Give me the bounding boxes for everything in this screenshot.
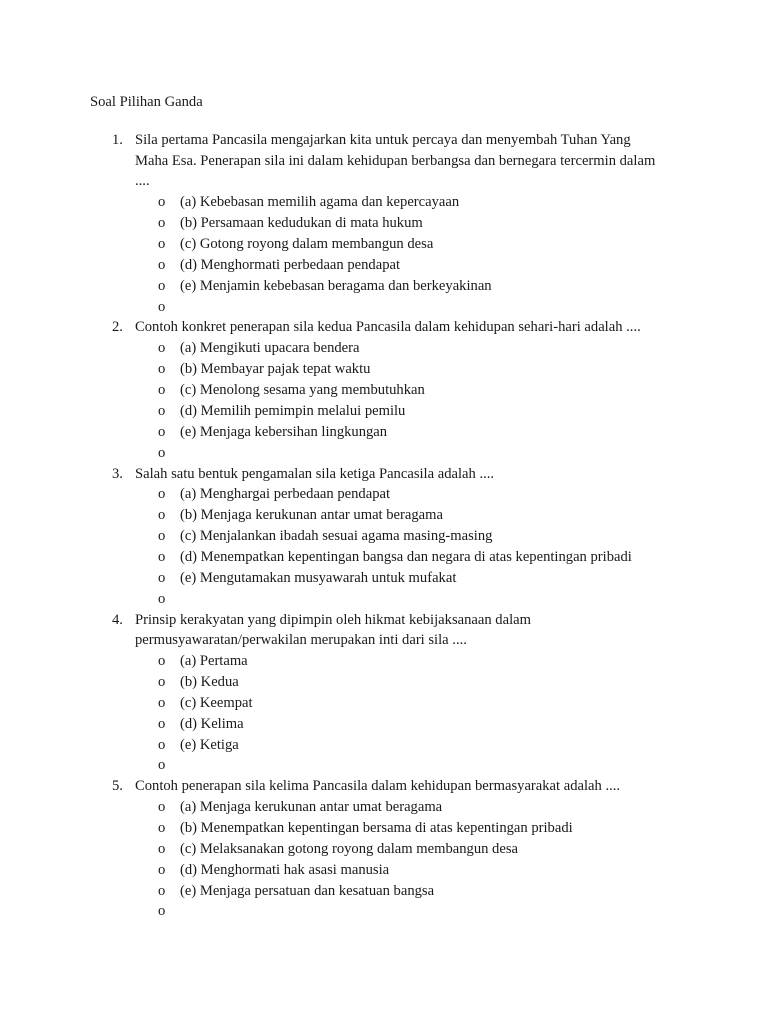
answer-option [135,192,665,213]
bullet-icon: o [158,194,166,211]
question-item [0,610,665,777]
answer-option [135,276,665,297]
bullet-icon: o [158,486,166,503]
option-text: (e) Ketiga [180,736,239,753]
option-text: (d) Menghormati hak asasi manusia [180,861,390,878]
bullet-icon: o [158,298,166,315]
bullet-icon: o [158,444,166,461]
option-text: (b) Kedua [180,673,239,690]
answer-option [135,735,665,756]
bullet-icon: o [158,590,166,607]
answer-option [135,338,665,359]
bullet-icon: o [158,652,166,669]
question-number: 5. [112,778,123,795]
bullet-icon: o [158,256,166,273]
bullet-icon: o [158,799,166,815]
question-number: 2. [112,319,123,336]
answer-option [135,651,665,672]
bullet-icon: o [158,673,166,690]
question-item [0,317,665,463]
answer-option [135,589,665,610]
option-text: (c) Gotong royong dalam membangun desa [180,235,434,252]
answer-option [135,881,665,902]
option-text: (a) Menghargai perbedaan pendapat [180,486,391,503]
question-number: 1. [112,132,123,148]
option-text: (c) Menjalankan ibadah sesuai agama masing-masing [180,527,493,544]
document-title: Soal Pilihan Ganda [90,94,203,110]
question-list [0,130,768,922]
option-list [135,651,665,776]
answer-option [135,797,665,818]
option-list [135,797,665,922]
answer-option [135,714,665,735]
question-text: Sila pertama Pancasila mengajarkan kita untuk percaya dan menyembah Tuhan Yang Maha Esa. Penerapan sila ini dalam kehidupan berbangsa dan bernegara tercermin dalam .... [135,132,656,190]
bullet-icon: o [158,423,166,440]
answer-option [135,901,665,922]
answer-option [135,234,665,255]
option-text: (b) Persamaan kedudukan di mata hukum [180,215,423,231]
question-number: 3. [112,465,123,482]
option-text: (a) Mengikuti upacara bendera [180,340,360,357]
answer-option [135,568,665,589]
answer-option [135,359,665,380]
bullet-icon: o [158,215,166,231]
question-number: 4. [112,611,123,628]
bullet-icon: o [158,736,166,753]
bullet-icon: o [158,507,166,524]
option-text: (d) Memilih pemimpin melalui pemilu [180,402,406,419]
bullet-icon: o [158,277,166,294]
bullet-icon: o [158,819,166,836]
bullet-icon: o [158,381,166,398]
answer-option [135,693,665,714]
question-text: Contoh konkret penerapan sila kedua Pancasila dalam kehidupan sehari-hari adalah .... [135,319,641,336]
question-item [0,464,665,610]
bullet-icon: o [158,757,166,774]
option-text: (a) Menjaga kerukunan antar umat beragama [180,799,443,815]
bullet-icon: o [158,694,166,711]
option-text: (a) Pertama [180,652,248,669]
answer-option [135,401,665,422]
option-text: (d) Menempatkan kepentingan bangsa dan negara di atas kepentingan pribadi [180,548,632,565]
option-list [135,484,665,609]
answer-option [135,297,665,318]
option-text: (d) Kelima [180,715,244,732]
option-text: (e) Menjaga persatuan dan kesatuan bangsa [180,882,435,899]
answer-option [135,505,665,526]
answer-option [135,484,665,505]
option-list [135,338,665,463]
bullet-icon: o [158,715,166,732]
bullet-icon: o [158,903,166,920]
option-text: (b) Menjaga kerukunan antar umat beragama [180,507,443,524]
answer-option [135,818,665,839]
question-item [0,130,665,317]
question-text: Prinsip kerakyatan yang dipimpin oleh hikmat kebijaksanaan dalam permusyawaratan/perwakilan merupakan inti dari sila .... [135,611,531,649]
option-text: (c) Menolong sesama yang membutuhkan [180,381,425,398]
bullet-icon: o [158,340,166,357]
answer-option [135,547,665,568]
bullet-icon: o [158,569,166,586]
bullet-icon: o [158,235,166,252]
option-text: (e) Menjamin kebebasan beragama dan berkeyakinan [180,277,492,294]
option-text: (d) Menghormati perbedaan pendapat [180,256,401,273]
answer-option [135,860,665,881]
bullet-icon: o [158,882,166,899]
answer-option [135,380,665,401]
option-text: (b) Menempatkan kepentingan bersama di atas kepentingan pribadi [180,819,573,836]
bullet-icon: o [158,840,166,857]
question-text: Contoh penerapan sila kelima Pancasila dalam kehidupan bermasyarakat adalah .... [135,778,621,795]
option-text: (e) Mengutamakan musyawarah untuk mufakat [180,569,457,586]
answer-option [135,839,665,860]
option-text: (b) Membayar pajak tepat waktu [180,361,371,378]
answer-option [135,422,665,443]
answer-option [135,255,665,276]
question-text: Salah satu bentuk pengamalan sila ketiga Pancasila adalah .... [135,465,495,482]
answer-option [135,443,665,464]
answer-option [135,213,665,234]
answer-option [135,755,665,776]
bullet-icon: o [158,361,166,378]
bullet-icon: o [158,861,166,878]
question-item [0,776,665,922]
answer-option [135,526,665,547]
option-text: (e) Menjaga kebersihan lingkungan [180,423,388,440]
option-text: (c) Melaksanakan gotong royong dalam membangun desa [180,840,518,857]
answer-option [135,672,665,693]
bullet-icon: o [158,527,166,544]
option-text: (c) Keempat [180,694,253,711]
bullet-icon: o [158,402,166,419]
option-text: (a) Kebebasan memilih agama dan kepercayaan [180,194,460,211]
bullet-icon: o [158,548,166,565]
option-list [135,192,665,317]
